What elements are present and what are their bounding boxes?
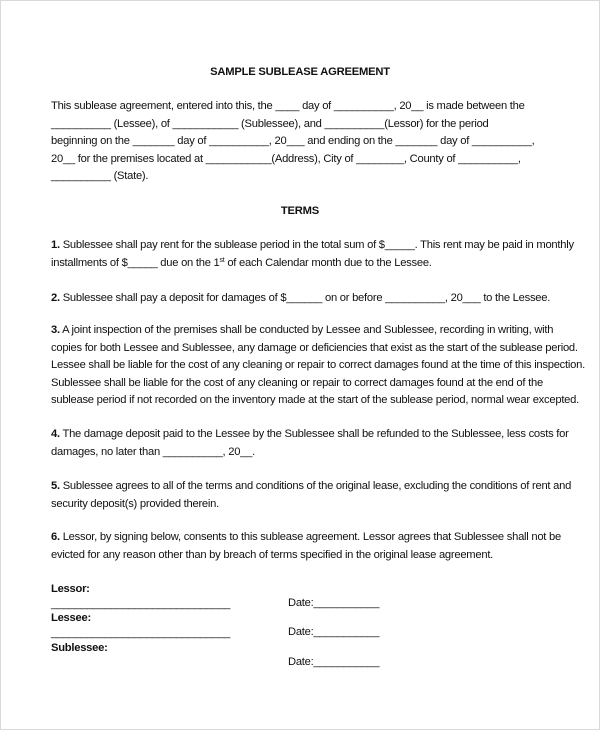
term-text: Lessor, by signing below, consents to this sublease agreement. Lessor agrees that Sublessee shall not be bbox=[59, 531, 561, 543]
term-text: A joint inspection of the premises shall be conducted by Lessee and Sublessee, recording in writing, with bbox=[59, 324, 554, 336]
intro-line: beginning on the _______ day of __________, 20___ and ending on the _______ day of __________, bbox=[51, 135, 535, 147]
lessor-label: Lessor: bbox=[51, 583, 90, 595]
term-text: Sublessee shall be liable for the cost of any cleaning or repair to correct damages found at the end of the bbox=[51, 376, 543, 389]
intro-line: __________ (Lessee), of ___________ (Sublessee), and __________(Lessor) for the period bbox=[51, 117, 489, 130]
term-text: evicted for any reason other than by breach of terms specified in the original lease agreement. bbox=[51, 548, 494, 561]
term-2 bbox=[51, 290, 551, 308]
term-text: Sublessee shall pay a deposit for damages of $______ on or before __________, 20___ to the Lessee. bbox=[59, 292, 551, 304]
term-text: Sublessee shall pay rent for the sublease period in the total sum of $_____. This rent may be paid in monthly bbox=[59, 239, 574, 251]
term-5 bbox=[51, 478, 572, 513]
term-text: sublease period if not recorded on the inventory made at the start of the sublease period, normal wear excepted. bbox=[51, 394, 579, 406]
term-text: of each Calendar month due to the Lessee. bbox=[224, 256, 432, 269]
lessee-label: Lessee: bbox=[51, 612, 91, 624]
term-3 bbox=[51, 322, 585, 410]
intro-line: __________ (State). bbox=[51, 170, 149, 182]
term-number: 2. bbox=[51, 292, 60, 304]
document-title: SAMPLE SUBLEASE AGREEMENT bbox=[210, 66, 390, 78]
intro-line: 20__ for the premises located at ___________(Address), City of ________, County of __________, bbox=[51, 152, 521, 165]
term-text: Lessee shall be liable for the cost of any cleaning or repair to correct damages found at the time of this inspection. bbox=[51, 359, 585, 371]
sublessee-date-field[interactable]: Date:___________ bbox=[288, 656, 380, 668]
sublessee-label: Sublessee: bbox=[51, 642, 108, 654]
term-text: installments of $_____ due on the 1 bbox=[51, 256, 220, 269]
term-number: 1. bbox=[51, 239, 60, 251]
term-number: 6. bbox=[51, 531, 60, 543]
term-1 bbox=[51, 237, 574, 272]
term-number: 5. bbox=[51, 480, 60, 492]
superscript: st bbox=[219, 256, 225, 264]
intro-line: This sublease agreement, entered into this, the ____ day of __________, 20__ is made between the bbox=[51, 100, 525, 112]
term-6 bbox=[51, 529, 561, 564]
intro-paragraph bbox=[51, 98, 551, 186]
lessee-signature-line[interactable]: ______________________________ bbox=[51, 627, 231, 639]
lessee-date-field[interactable]: Date:___________ bbox=[288, 626, 380, 638]
terms-heading: TERMS bbox=[280, 205, 320, 217]
term-number: 4. bbox=[51, 428, 60, 440]
term-number: 3. bbox=[51, 324, 60, 336]
term-text: copies for both Lessee and Sublessee, any damage or deficiencies that exist as the start of the sublease period. bbox=[51, 341, 578, 354]
lessor-date-field[interactable]: Date:___________ bbox=[288, 597, 380, 609]
term-4 bbox=[51, 426, 569, 461]
term-text: security deposit(s) provided therein. bbox=[51, 497, 219, 510]
term-text: Sublessee agrees to all of the terms and conditions of the original lease, excluding the conditions of rent and bbox=[59, 480, 572, 492]
lessor-signature-line[interactable]: ______________________________ bbox=[51, 598, 231, 610]
term-text: The damage deposit paid to the Lessee by the Sublessee shall be refunded to the Sublessee, less costs for bbox=[59, 428, 569, 440]
term-text: damages, no later than __________, 20__. bbox=[51, 445, 255, 458]
